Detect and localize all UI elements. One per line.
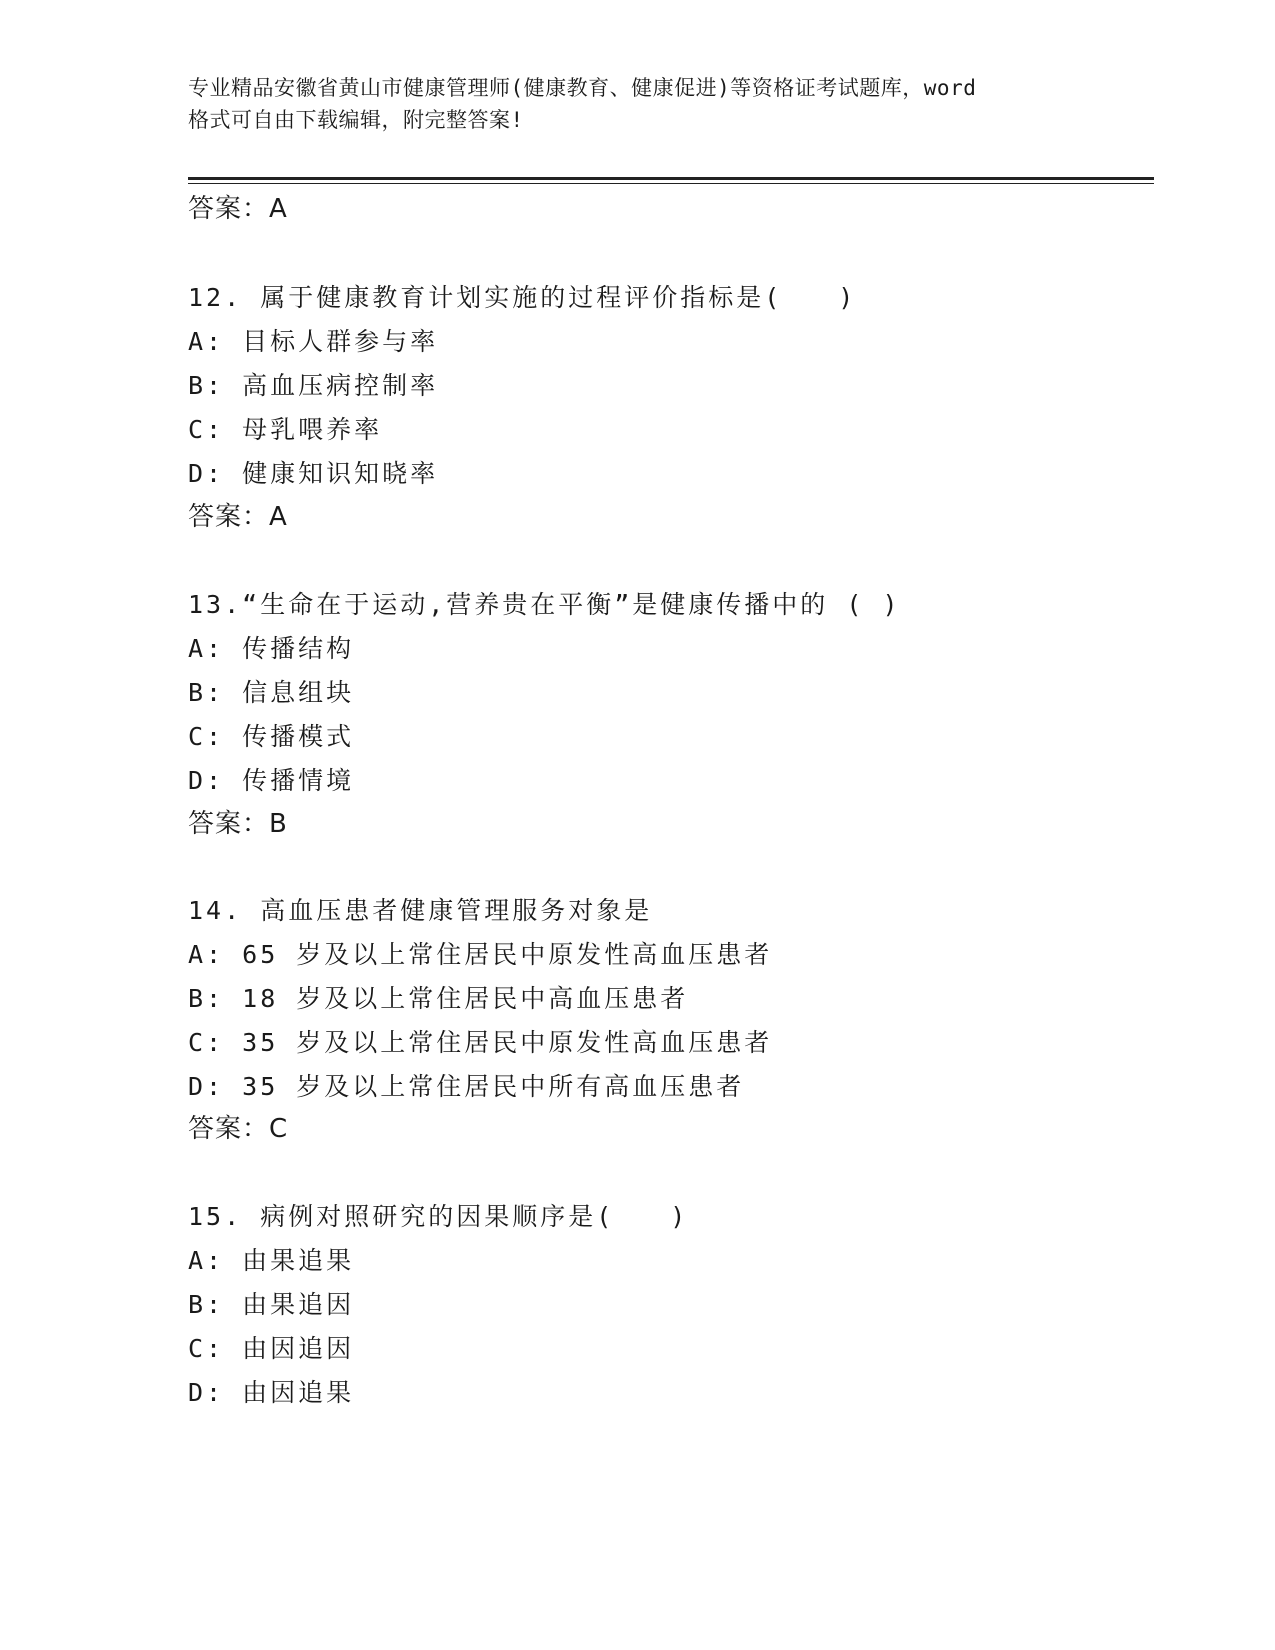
question-14-answer: 答案：C: [188, 1114, 289, 1144]
question-12-answer: 答案：A: [188, 502, 288, 532]
question-14-option-b: B: 18 岁及以上常住居民中高血压患者: [188, 984, 689, 1013]
question-15-option-d: D: 由因追果: [188, 1378, 355, 1407]
question-13-option-c: C: 传播模式: [188, 722, 355, 751]
question-15-option-c: C: 由因追因: [188, 1334, 355, 1363]
question-14-option-a: A: 65 岁及以上常住居民中原发性高血压患者: [188, 940, 773, 969]
question-15-option-b: B: 由果追因: [188, 1290, 355, 1319]
question-12-option-a: A: 目标人群参与率: [188, 327, 439, 356]
question-12-stem: 12. 属于健康教育计划实施的过程评价指标是( ): [188, 283, 857, 312]
header-line-2: 格式可自由下载编辑，附完整答案!: [188, 108, 524, 132]
question-12-option-d: D: 健康知识知晓率: [188, 459, 439, 488]
document-header: [188, 72, 1088, 136]
prev-answer: 答案：A: [188, 194, 288, 224]
question-13-stem: 13.“生命在于运动,营养贵在平衡”是健康传播中的 ( ): [188, 590, 901, 619]
question-14-stem: 14. 高血压患者健康管理服务对象是: [188, 896, 653, 925]
question-15-option-a: A: 由果追果: [188, 1246, 355, 1275]
header-line-1: 专业精品安徽省黄山市健康管理师(健康教育、健康促进)等资格证考试题库，word: [188, 76, 977, 100]
question-13-option-a: A: 传播结构: [188, 634, 355, 663]
question-13-option-d: D: 传播情境: [188, 766, 355, 795]
question-14-option-c: C: 35 岁及以上常住居民中原发性高血压患者: [188, 1028, 773, 1057]
question-15-stem: 15. 病例对照研究的因果顺序是( ): [188, 1202, 689, 1231]
header-rule-thick: [188, 177, 1154, 180]
question-14-option-d: D: 35 岁及以上常住居民中所有高血压患者: [188, 1072, 745, 1101]
header-rule-thin: [188, 183, 1154, 184]
question-12-option-c: C: 母乳喂养率: [188, 415, 383, 444]
question-12-option-b: B: 高血压病控制率: [188, 371, 439, 400]
question-13-answer: 答案：B: [188, 809, 288, 839]
question-13-option-b: B: 信息组块: [188, 678, 355, 707]
